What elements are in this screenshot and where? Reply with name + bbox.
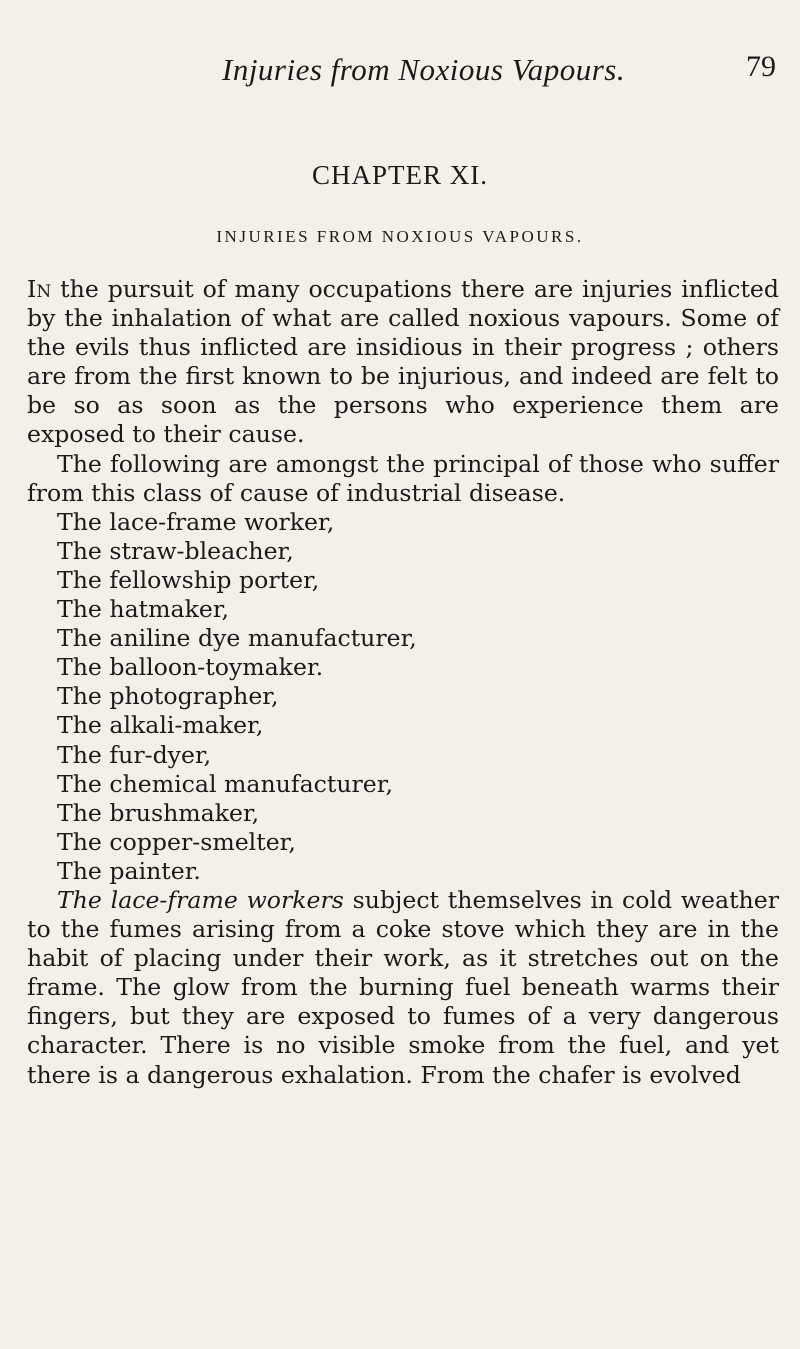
chapter-title: CHAPTER XI. xyxy=(311,160,488,190)
occupation-item: The copper-smelter, xyxy=(57,827,296,856)
occupation-item: The photographer, xyxy=(57,682,279,711)
occupation-item: The fur-dyer, xyxy=(57,740,212,769)
paragraph-lace-frame-text: subject themselves in cold weather to the fumes arising from a coke stove which they are in the habit of placing under their work, as it stretches out on the frame. The glow from the burning fuel beneath warms their fingers, but they are exposed to fumes of a very dangerous character. There is no visible smoke from the fuel, and yet there is a dangerous exhalation. From the chafer is evolved xyxy=(27,885,779,1089)
occupation-item: The fellowship porter, xyxy=(57,565,320,594)
running-head: Injuries from Noxious Vapours. xyxy=(222,52,626,87)
paragraph-opening-word: In xyxy=(27,275,52,303)
occupation-item: The chemical manufacturer, xyxy=(57,769,393,798)
occupation-item: The alkali-maker, xyxy=(57,711,264,740)
paragraph-intro-text: the pursuit of many occupations there are injuries inflicted by the inhalation of what are called noxious vapours. Some of the evils thus inflicted are insidious in their progress ; others are from the first known to be injurious, and indeed are felt to be so as soon as the persons who experience them are exposed to their cause. xyxy=(27,275,779,449)
occupation-item: The balloon-toymaker. xyxy=(57,653,324,682)
occupation-item: The brushmaker, xyxy=(57,798,260,827)
occupation-item: The painter. xyxy=(57,856,201,885)
paragraph-list-intro: The following are amongst the principal of those who suffer from this class of cause of industrial disease. xyxy=(27,449,779,507)
paragraph-lace-frame xyxy=(27,886,779,1090)
italic-lead: The lace-frame workers xyxy=(57,885,344,914)
occupation-item: The aniline dye manufacturer, xyxy=(57,624,417,653)
occupation-item: The lace-frame worker, xyxy=(57,507,335,536)
body-text xyxy=(27,275,779,1090)
occupation-item: The hatmaker, xyxy=(57,595,230,624)
page-number: 79 xyxy=(746,50,776,83)
chapter-subtitle: INJURIES FROM NOXIOUS VAPOURS. xyxy=(216,227,584,246)
paragraph-intro xyxy=(27,275,779,450)
occupation-list xyxy=(27,508,779,886)
occupation-item: The straw-bleacher, xyxy=(57,536,294,565)
